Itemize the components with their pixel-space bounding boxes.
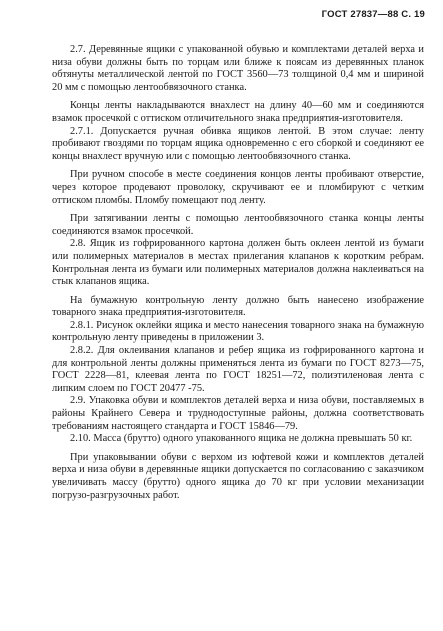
paragraph-2-7-1: 2.7.1. Допускается ручная обивка ящиков лентой. В этом случае: ленту пробивают гвоздями по торцам ящика одновременно с его сборкой и соединяют ее концы внахлест вручную или с помощью лентообвязочного станка. (52, 125, 424, 162)
paragraph-strapping-machine: При затягивании ленты с помощью лентообвязочного станка концы ленты соединяются взамок просечкой. (52, 213, 424, 237)
paragraph-control-tape: На бумажную контрольную ленту должно быть нанесено изображение товарного знака предприятия-изготовителя. (52, 294, 424, 319)
paragraph-2-10: 2.10. Масса (брутто) одного упакованного ящика не должна превышать 50 кг. (70, 433, 413, 445)
paragraph-manual-method: При ручном способе в месте соединения концов ленты пробивают отверстие, через которое продевают проволоку, скручивают ее и пломбируют с четким оттиском пломбы. Пломбу помещают под ленту. (52, 169, 424, 206)
document-body (52, 44, 424, 502)
paragraph-2-8-1: 2.8.1. Рисунок оклейки ящика и место нанесения товарного знака на бумажную контрольную ленту приведены в приложении 3. (52, 319, 424, 344)
page-header: ГОСТ 27837—88 С. 19 (321, 9, 425, 20)
paragraph-2-8: 2.8. Ящик из гофрированного картона должен быть оклеен лентой из бумаги или полимерных материалов в местах прилегания клапанов к коротким ребрам. Контрольная лента из бумаги или полимерных материалов должна наклеиваться на стык клапанов ящика. (52, 238, 424, 288)
paragraph-2-7: 2.7. Деревянные ящики с упакованной обувью и комплектами деталей верха и низа обуви должны быть по торцам или ближе к поясам из деревянных планок обтянуты металлической лентой по ГОСТ 3560—73 толщиной 0,4 мм и шириной 20 мм с помощью лентообвязочного станка. (52, 44, 424, 93)
paragraph-tape-ends: Концы ленты накладываются внахлест на длину 40—60 мм и соединяются взамок просечкой с оттиском отличительного знака предприятия-изготовителя. (52, 100, 424, 124)
paragraph-yuft-leather: При упаковывании обуви с верхом из юфтевой кожи и комплектов деталей верха и низа обуви в деревянные ящики допускается по согласованию с заказчиком увеличивать массу (брутто) одного ящика до 70 кг при условии механизации погрузо-разгрузочных работ. (52, 451, 424, 501)
paragraph-2-8-2: 2.8.2. Для оклеивания клапанов и ребер ящика из гофрированного картона и для контрольной ленты должны применяться лента из бумаги по ГОСТ 8273—75, ГОСТ 2228—81, клеевая лента по ГОСТ 18251—72, полиэтиленовая лента с липким слоем по ГОСТ 20477 -75. (52, 345, 424, 394)
paragraph-2-9: 2.9. Упаковка обуви и комплектов деталей верха и низа обуви, поставляемых в районы Крайнего Севера и труднодоступные районы, должна соответствовать требованиям настоящего стандарта и ГОСТ 15846—79. (52, 395, 424, 432)
